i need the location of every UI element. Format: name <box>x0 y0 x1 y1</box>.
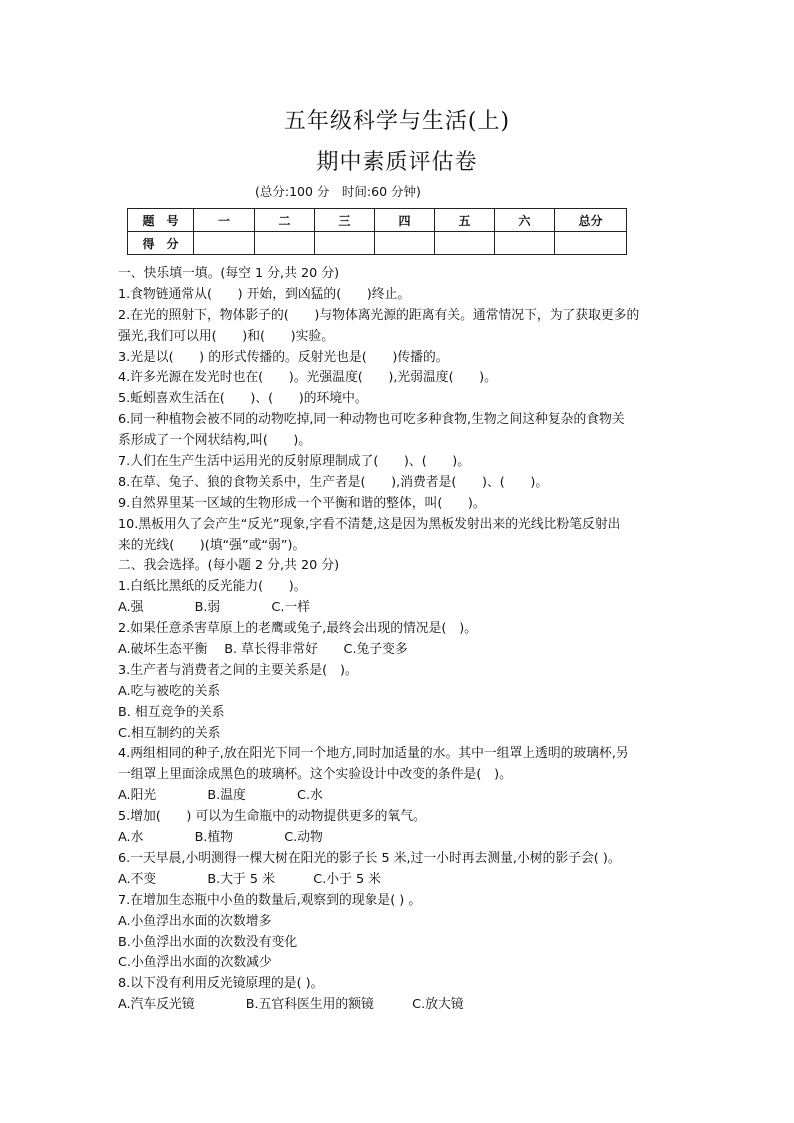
score-row-label: 得 分 <box>128 232 194 255</box>
score-table-header-cell: 题 号 <box>128 209 194 232</box>
text-line <box>118 556 678 577</box>
text-line <box>118 953 678 974</box>
score-cell <box>194 232 255 255</box>
text-line <box>118 494 678 515</box>
score-table-header-cell: 四 <box>375 209 435 232</box>
text-line-content: 7.在增加生态瓶中小鱼的数量后,观察到的现象是( ) 。 <box>118 892 422 908</box>
text-line <box>118 598 678 619</box>
text-line <box>118 285 678 306</box>
text-line <box>118 327 678 348</box>
text-line <box>118 431 678 452</box>
text-line <box>118 974 678 995</box>
text-line <box>118 410 678 431</box>
text-line <box>118 577 678 598</box>
text-line <box>118 661 678 682</box>
text-line-content: 8.在草、兔子、狼的食物关系中，生产者是( ),消费者是( )、( )。 <box>118 474 549 490</box>
text-line-content: 一组罩上里面涂成黑色的玻璃杯。这个实验设计中改变的条件是( )。 <box>118 767 512 783</box>
score-table-header-cell: 六 <box>495 209 555 232</box>
text-line-content: 来的光线( )(填“强”或“弱”)。 <box>118 537 306 553</box>
text-line-content: A.水 B.植物 C.动物 <box>118 830 323 846</box>
score-table-header-cell: 三 <box>315 209 375 232</box>
score-table-header-cell: 二 <box>255 209 315 232</box>
text-line <box>118 933 678 954</box>
text-line-content: 系形成了一个网状结构,叫( )。 <box>118 433 312 449</box>
score-cell <box>555 232 627 255</box>
text-line <box>118 744 678 765</box>
text-line <box>118 807 678 828</box>
text-line-content: C.小鱼浮出水面的次数减少 <box>118 955 272 971</box>
text-line-content: B.小鱼浮出水面的次数没有变化 <box>118 934 298 950</box>
text-line-content: 强光,我们可以用( )和( )实验。 <box>118 328 334 344</box>
score-time-info: (总分:100 分 时间:60 分钟) <box>255 184 421 199</box>
score-cell <box>375 232 435 255</box>
text-line-content: 5.增加( ) 可以为生命瓶中的动物提供更多的氧气。 <box>118 809 426 825</box>
score-table <box>127 208 627 255</box>
text-line-content: A.汽车反光镜 B.五官科医生用的额镜 C.放大镜 <box>118 997 464 1013</box>
text-line <box>118 515 678 536</box>
exam-title: 五年级科学与生活(上) <box>283 109 511 134</box>
text-line <box>118 912 678 933</box>
text-line <box>118 849 678 870</box>
text-line <box>118 473 678 494</box>
text-line <box>118 682 678 703</box>
score-table-header-cell: 总分 <box>555 209 627 232</box>
text-line <box>118 828 678 849</box>
text-line-content: 4.许多光源在发光时也在( )。光强温度( ),光弱温度( )。 <box>118 370 497 386</box>
text-line <box>118 765 678 786</box>
score-table-score-row <box>128 232 627 255</box>
text-line-content: A.吃与被吃的关系 <box>118 683 221 699</box>
text-line-content: 7.人们在生产生活中运用光的反射原理制成了( )、( )。 <box>118 454 471 470</box>
text-line-content: A.破坏生态平衡 B. 草长得非常好 C.兔子变多 <box>118 642 408 658</box>
text-line-content: 6.同一种植物会被不同的动物吃掉,同一种动物也可吃多种食物,生物之间这种复杂的食物关 <box>118 412 625 428</box>
score-table-header-cell: 一 <box>194 209 255 232</box>
text-line <box>118 786 678 807</box>
text-line <box>118 640 678 661</box>
text-line <box>118 619 678 640</box>
text-line-content: 1.白纸比黑纸的反光能力( )。 <box>118 579 307 595</box>
text-line <box>118 891 678 912</box>
score-cell <box>495 232 555 255</box>
score-table-header-row <box>128 209 627 232</box>
score-cell <box>315 232 375 255</box>
text-line-content: 10.黑板用久了会产生“反光”现象,字看不清楚,这是因为黑板发射出来的光线比粉笔反射出 <box>118 516 621 532</box>
text-line-content: A.强 B.弱 C.一样 <box>118 600 311 616</box>
text-line <box>118 368 678 389</box>
text-line <box>118 536 678 557</box>
text-line-content: 8.以下没有利用反光镜原理的是( )。 <box>118 976 324 992</box>
text-line <box>118 724 678 745</box>
text-line-content: 9.自然界里某一区域的生物形成一个平衡和谐的整体，叫( )。 <box>118 495 486 511</box>
text-line-content: 2.如果任意杀害草原上的老鹰或兔子,最终会出现的情况是( )。 <box>118 621 477 637</box>
text-line-content: 5.蚯蚓喜欢生活在( )、( )的环境中。 <box>118 391 368 407</box>
text-line-content: 3.生产者与消费者之间的主要关系是( )。 <box>118 662 358 678</box>
text-line <box>118 452 678 473</box>
score-table-header-cell: 五 <box>435 209 495 232</box>
text-line <box>118 870 678 891</box>
text-line-content: 1.食物链通常从( ) 开始，到凶猛的( )终止。 <box>118 286 411 302</box>
text-line-content: B. 相互竞争的关系 <box>118 704 225 720</box>
text-line-content: C.相互制约的关系 <box>118 725 221 741</box>
text-line-content: 一、快乐填一填。(每空 1 分,共 20 分) <box>118 266 340 281</box>
question-body <box>118 264 678 1016</box>
text-line-content: 6.一天早晨,小明测得一棵大树在阳光的影子长 5 米,过一小时再去测量,小树的影子会( )。 <box>118 850 621 866</box>
text-line <box>118 264 678 285</box>
text-line-content: A.小鱼浮出水面的次数增多 <box>118 913 272 929</box>
text-line <box>118 995 678 1016</box>
score-cell <box>255 232 315 255</box>
text-line-content: A.阳光 B.温度 C.水 <box>118 788 323 804</box>
text-line <box>118 306 678 327</box>
score-cell <box>435 232 495 255</box>
exam-subtitle-title: 期中素质评估卷 <box>316 150 478 175</box>
text-line <box>118 348 678 369</box>
text-line <box>118 703 678 724</box>
text-line-content: A.不变 B.大于 5 米 C.小于 5 米 <box>118 871 381 887</box>
text-line-content: 2.在光的照射下，物体影子的( )与物体离光源的距离有关。通常情况下，为了获取更多的 <box>118 307 640 323</box>
text-line-content: 4.两组相同的种子,放在阳光下同一个地方,同时加适量的水。其中一组罩上透明的玻璃杯,另 <box>118 746 629 762</box>
text-line-content: 3.光是以( ) 的形式传播的。反射光也是( )传播的。 <box>118 349 449 365</box>
text-line <box>118 389 678 410</box>
text-line-content: 二、我会选择。(每小题 2 分,共 20 分) <box>118 558 340 574</box>
